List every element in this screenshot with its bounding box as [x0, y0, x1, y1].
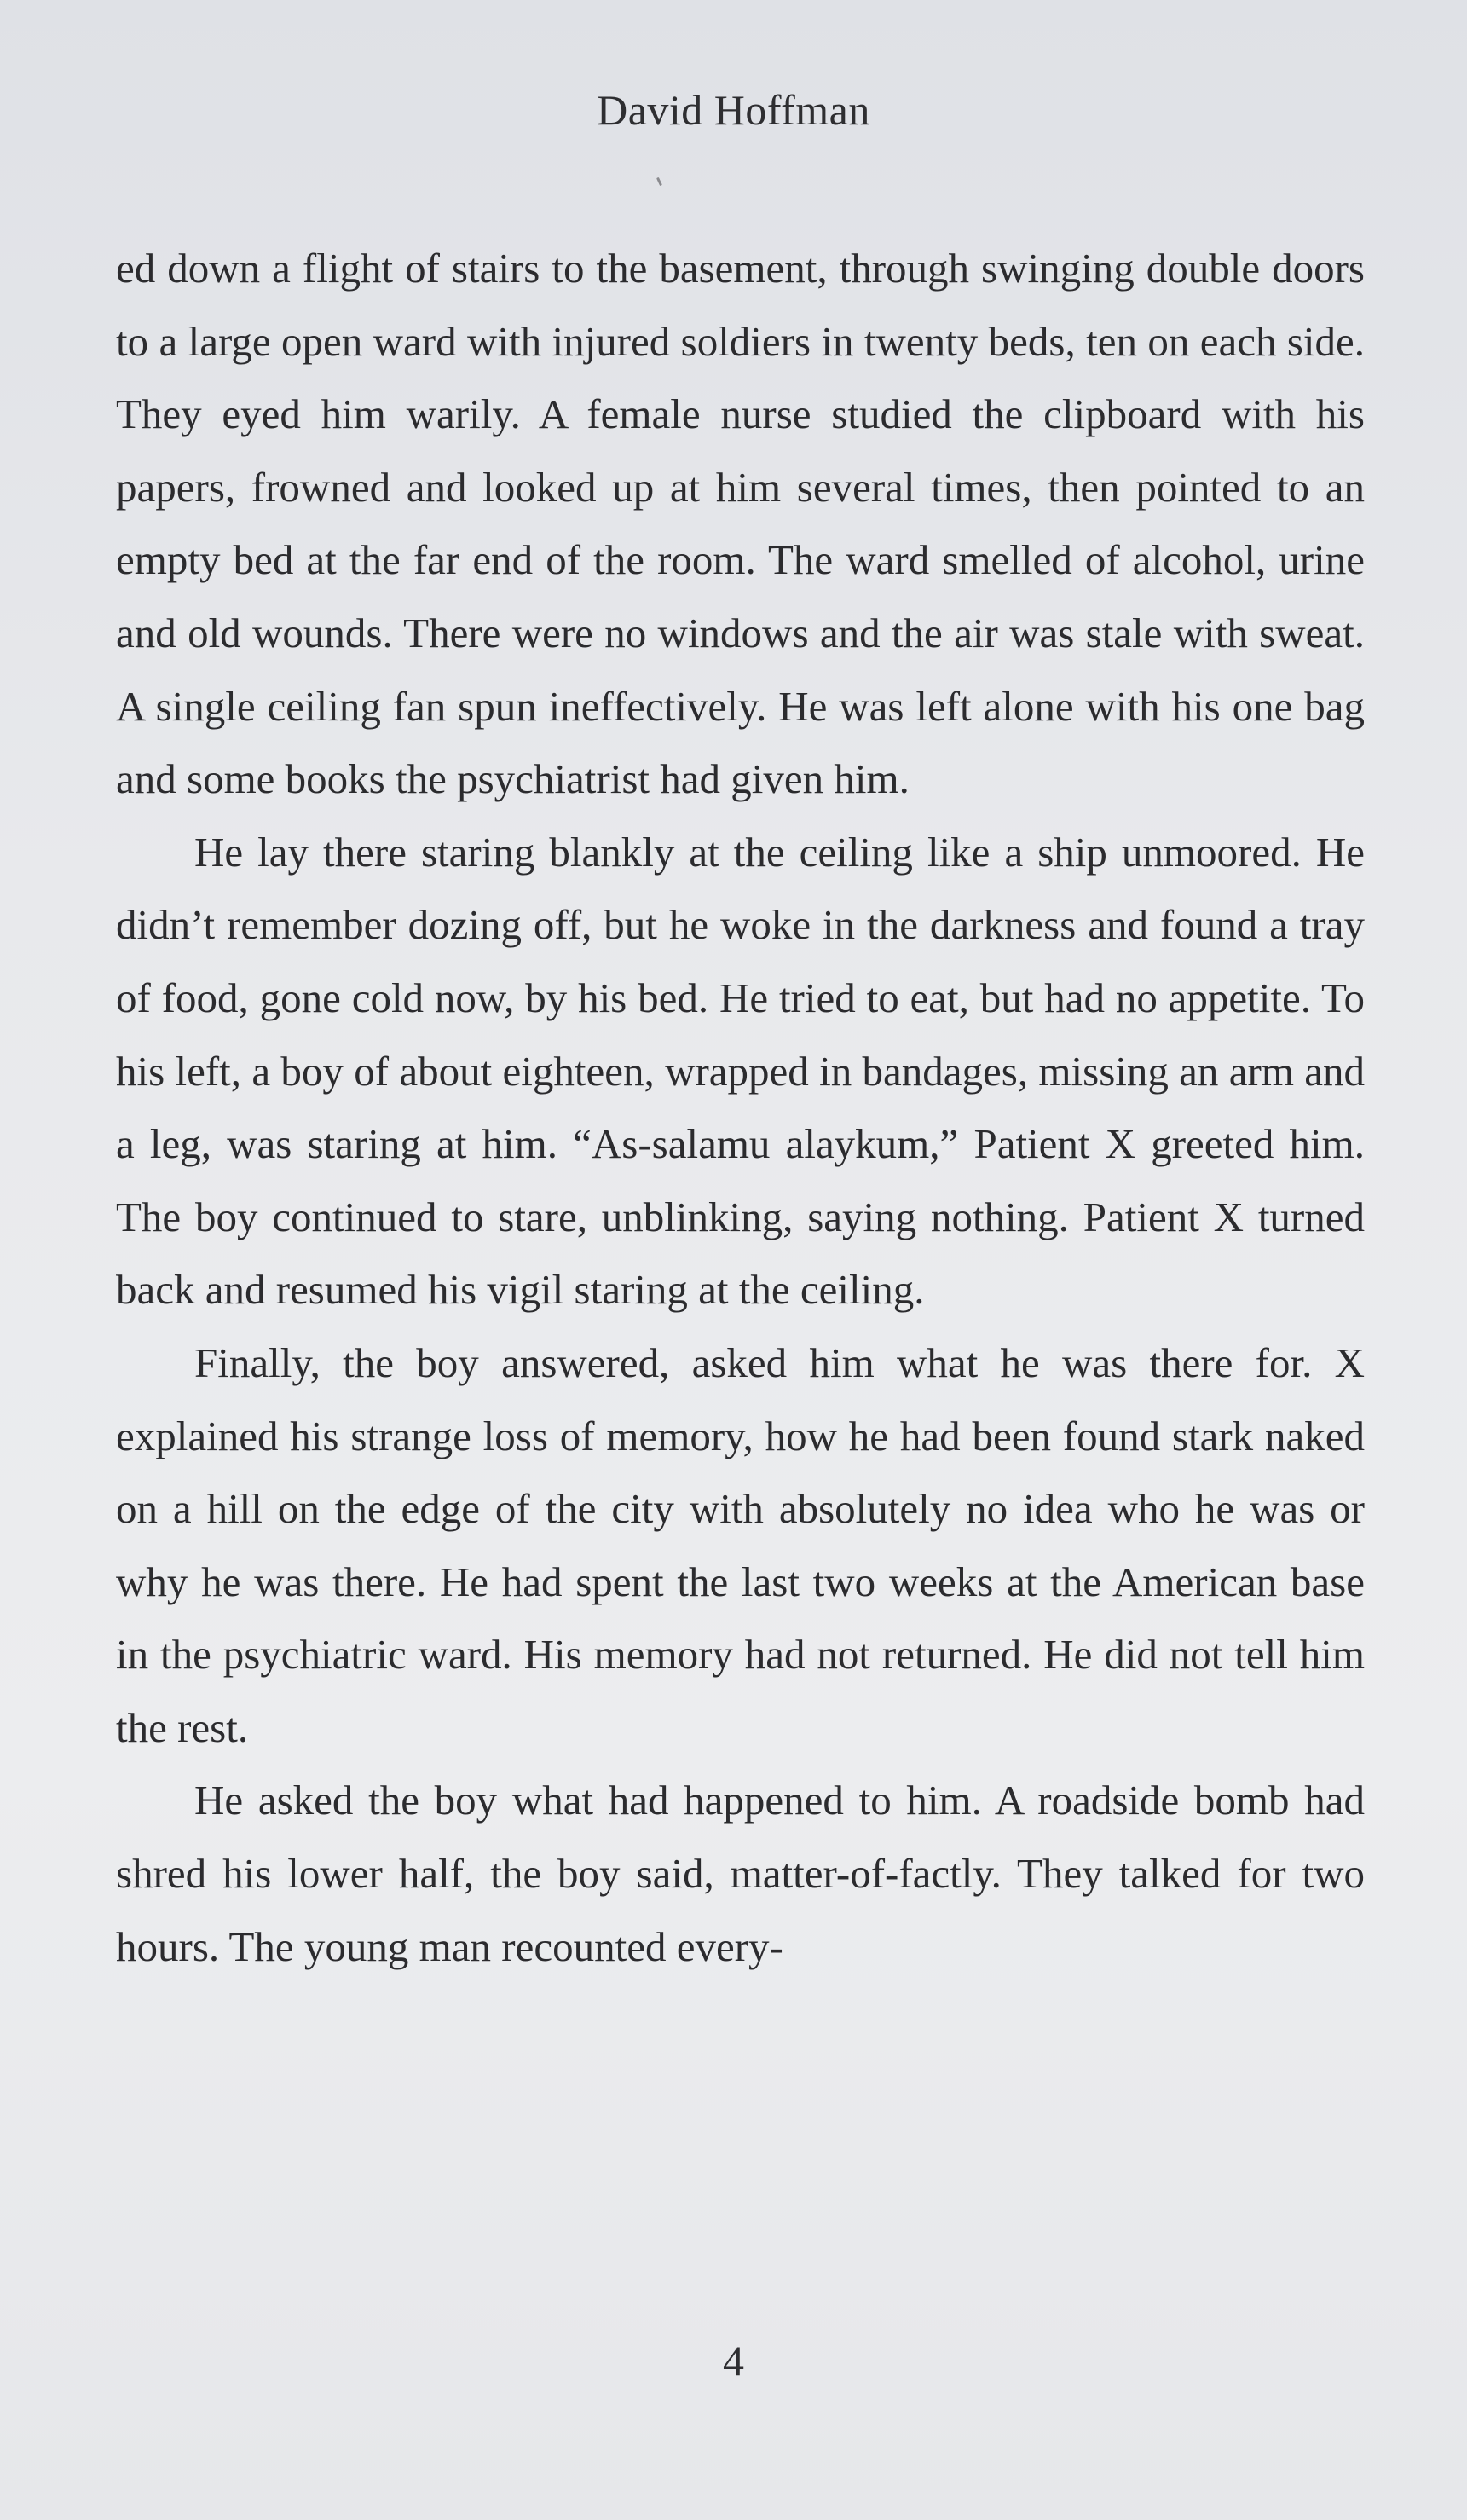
paragraph-1: ed down a flight of stairs to the basement, through swinging double doors to a large open ward with injured soldiers in twenty beds, ten on each side. They eyed him warily. A female nurse studied the clipboard with his papers, frowned and looked up at him several times, then pointed to an empty bed at the far end of the room. The ward smelled of alcohol, urine and old wounds. There were no windows and the air was stale with sweat. A single ceiling fan spun ineffectively. He was left alone with his one bag and some books the psychiatrist had given him.	[116, 245, 1365, 803]
page-number: 4	[723, 2337, 744, 2384]
print-speck	[656, 177, 662, 186]
body-text	[116, 232, 1365, 1983]
paragraph-2: He lay there staring blankly at the ceiling like a ship unmoored. He didn’t remember dozing off, but he woke in the darkness and found a tray of food, gone cold now, by his bed. He tried to eat, but had no appetite. To his left, a boy of about eighteen, wrapped in bandages, missing an arm and a leg, was staring at him. “As-salamu alaykum,” Patient X greeted him. The boy continued to stare, unblinking, saying nothing. Patient X turned back and resumed his vigil staring at the ceiling.	[116, 828, 1365, 1314]
paragraph-4: He asked the boy what had happened to him. A roadside bomb had shred his lower half, the boy said, matter-of-factly. They talked for two hours. The young man recounted every-	[116, 1777, 1365, 1970]
paragraph-3: Finally, the boy answered, asked him what he was there for. X explained his strange loss of memory, how he had been found stark naked on a hill on the edge of the city with absolutely no idea who he was or why he was there. He had spent the last two weeks at the American base in the psychiatric ward. His memory had not returned. He did not tell him the rest.	[116, 1338, 1365, 1751]
running-head: David Hoffman	[597, 86, 870, 134]
